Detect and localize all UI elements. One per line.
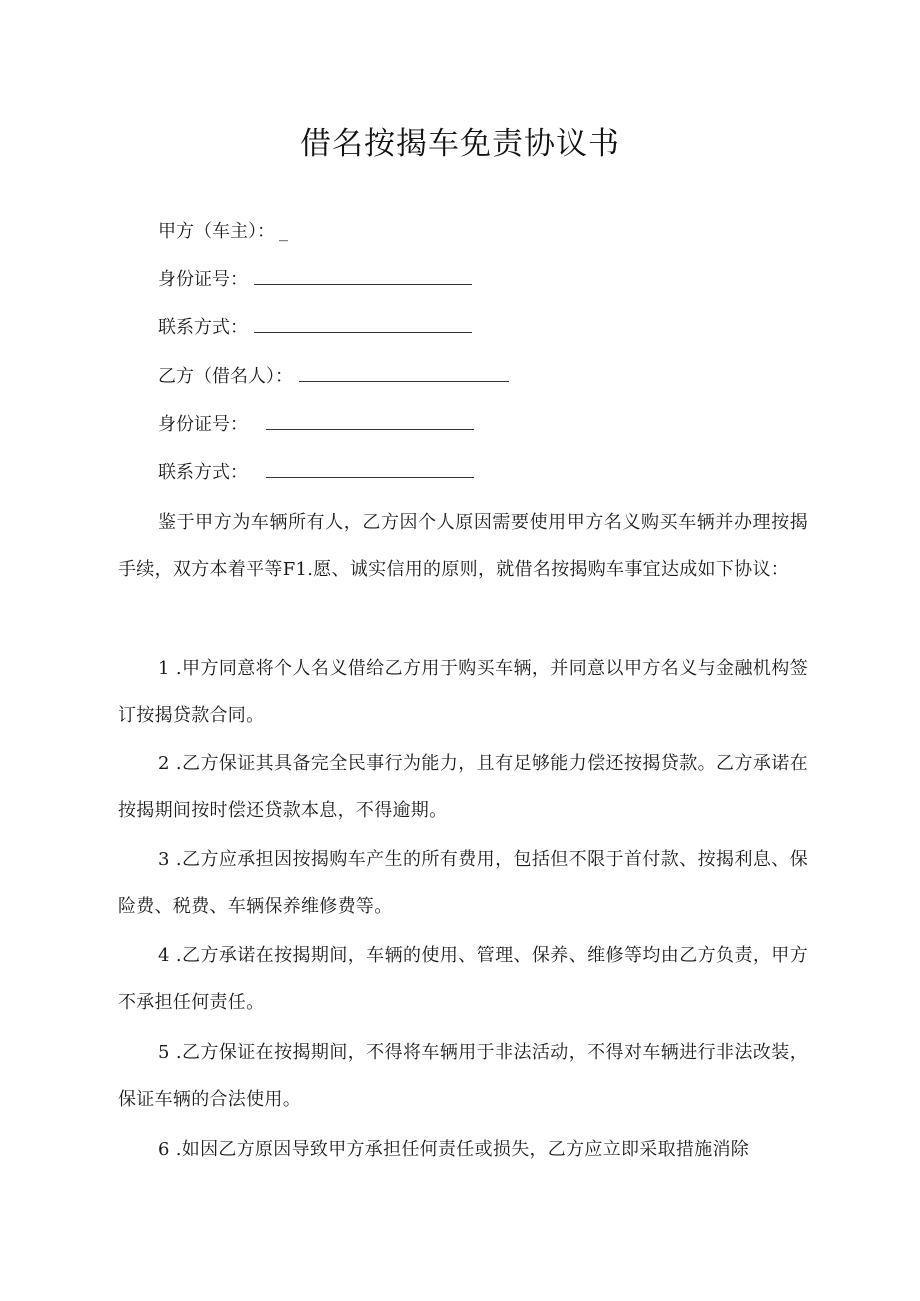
party-b-contact-blank-line (266, 459, 474, 478)
party-b-contact-field (158, 459, 474, 487)
party-a-id-blank-line (254, 266, 472, 285)
party-b-name-blank-line (299, 363, 509, 382)
party-a-id-label: 身份证号： (158, 269, 248, 290)
party-b-id-field (158, 411, 474, 439)
party-a-label: 甲方（车主）： (158, 221, 275, 242)
clause-6: 6 .如因乙方原因导致甲方承担任何责任或损失，乙方应立即采取措施消除 (158, 1139, 750, 1160)
party-b-id-label: 身份证号： (158, 414, 248, 435)
party-a-name-field (158, 218, 288, 246)
party-b-label: 乙方（借名人）： (158, 366, 293, 387)
clause-5: 5 .乙方保证在按揭期间，不得将车辆用于非法活动，不得对车辆进行非法改装，保证车辆的合法使用。 (118, 1042, 808, 1110)
party-a-blank: _ (279, 221, 288, 242)
party-a-id-field (158, 266, 472, 294)
party-a-contact-label: 联系方式： (158, 317, 248, 338)
party-b-name-field (158, 363, 509, 391)
clause-3: 3 .乙方应承担因按揭购车产生的所有费用，包括但不限于首付款、按揭利息、保险费、税费、车辆保养维修费等。 (118, 849, 808, 917)
document-title: 借名按揭车免责协议书 (300, 126, 620, 162)
clause-4: 4 .乙方承诺在按揭期间，车辆的使用、管理、保养、维修等均由乙方负责，甲方不承担任何责任。 (118, 945, 808, 1013)
preamble-paragraph: 鉴于甲方为车辆所有人，乙方因个人原因需要使用甲方名义购买车辆并办理按揭手续，双方本着平等F1.愿、诚实信用的原则，就借名按揭购车事宜达成如下协议： (118, 512, 808, 580)
party-b-id-blank-line (266, 411, 474, 430)
party-a-contact-blank-line (254, 314, 472, 333)
clause-1: 1 .甲方同意将个人名义借给乙方用于购买车辆，并同意以甲方名义与金融机构签订按揭贷款合同。 (118, 658, 808, 726)
clause-2: 2 .乙方保证其具备完全民事行为能力，且有足够能力偿还按揭贷款。乙方承诺在按揭期间按时偿还贷款本息，不得逾期。 (118, 753, 808, 821)
party-a-contact-field (158, 314, 472, 342)
party-b-contact-label: 联系方式： (158, 462, 248, 483)
